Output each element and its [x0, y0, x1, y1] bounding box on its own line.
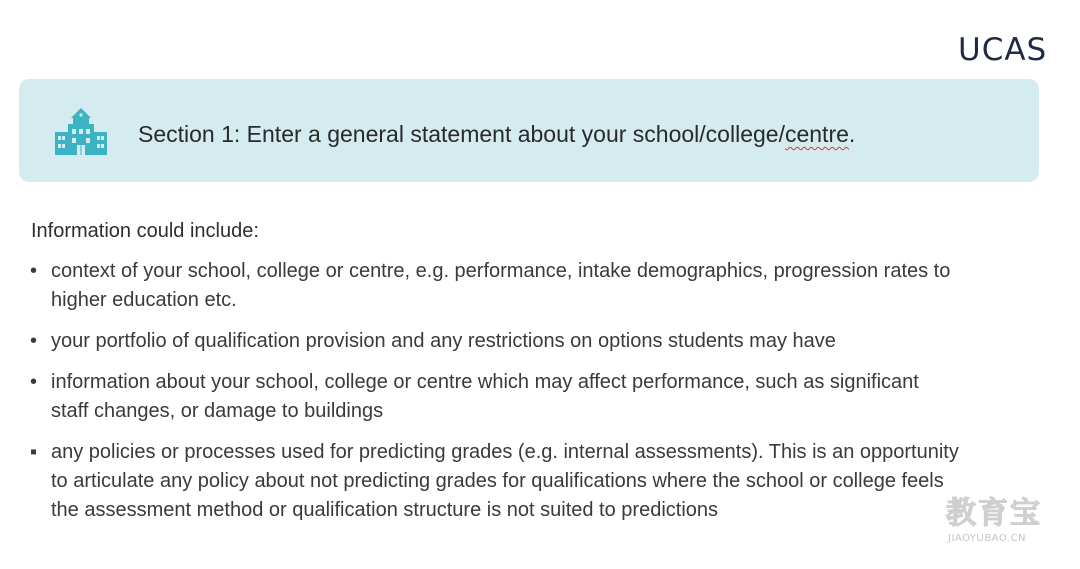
- bullet-line: to articulate any policy about not predicting grades for qualifications where the school or college feels: [51, 470, 944, 492]
- ucas-logo: UCAS: [958, 32, 1048, 68]
- intro-text: Information could include:: [31, 220, 259, 242]
- bullet-line: higher education etc.: [51, 289, 237, 311]
- bullet-item-context: [30, 257, 1040, 315]
- bullet-marker: •: [30, 330, 38, 352]
- bullet-marker: •: [30, 260, 38, 282]
- watermark-domain-text: JIAOYUBAO.CN: [948, 533, 1026, 544]
- bullet-marker: ▪: [30, 441, 38, 463]
- section-title-text: Section 1: Enter a general statement about your school/college/: [138, 121, 785, 147]
- spellcheck-flagged-word: centre: [784, 121, 849, 147]
- info-bullet-list: [30, 257, 1040, 537]
- bullet-line: the assessment method or qualification structure is not suited to predictions: [51, 499, 719, 521]
- bullet-marker: •: [30, 371, 38, 393]
- watermark: [946, 497, 1058, 547]
- bullet-item-performance-info: [30, 368, 1040, 426]
- bullet-line: staff changes, or damage to buildings: [51, 400, 384, 422]
- bullet-line: your portfolio of qualification provision and any restrictions on options students may have: [51, 330, 836, 352]
- bullet-item-predicting-policies: [30, 438, 1040, 525]
- section-title: [138, 119, 855, 149]
- bullet-line: any policies or processes used for predicting grades (e.g. internal assessments). This is an opportunity: [51, 441, 959, 463]
- bullet-line: information about your school, college or centre which may affect performance, such as significant: [51, 371, 919, 393]
- bullet-line: context of your school, college or centre, e.g. performance, intake demographics, progression rates to: [51, 260, 951, 282]
- school-building-icon: [54, 107, 108, 155]
- bullet-item-portfolio: [30, 327, 1040, 356]
- watermark-chinese-text: 教育宝: [946, 496, 1042, 531]
- section-title-suffix: .: [848, 121, 856, 147]
